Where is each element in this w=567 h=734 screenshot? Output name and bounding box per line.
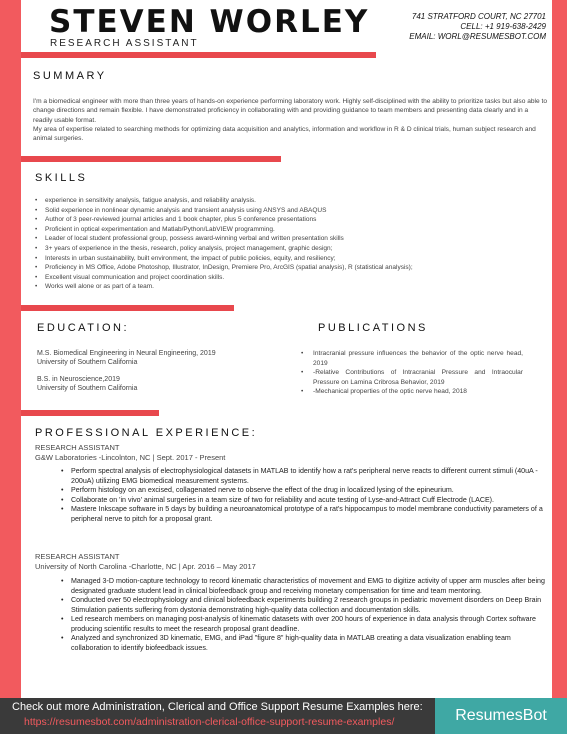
job-company: University of North Carolina -Charlotte, NC | Apr. 2016 – May 2017 — [35, 562, 256, 571]
list-item: • Managed 3-D motion-capture technology to record kinematic characteristics of movement and EMG to digitize activity of upper arm muscles after being designated graduate student lead in clinical biofeedback group and receiving monetary compensation for time and team mentoring. — [57, 577, 545, 596]
job-entry — [35, 552, 545, 653]
resume-page — [21, 0, 552, 698]
skills-divider-bar — [21, 305, 234, 311]
summary-paragraph-2: My area of expertise related to searching methods for optimizing data acquisition and analytics, information and workflow in R & D clinical trials, human subject research and animal surgeries. — [33, 125, 536, 143]
footer-banner — [0, 698, 567, 734]
list-item: • Analyzed and synchronized 3D kinematic, EMG, and iPad "figure 8" high-quality data in MATLAB creating a data visualization enabling team collaboration to identify biofeedback issues. — [57, 634, 545, 653]
education-school: University of Southern California — [37, 359, 138, 367]
contact-info — [409, 12, 546, 42]
job-bullets — [35, 577, 545, 653]
job-title: RESEARCH ASSISTANT — [35, 443, 120, 452]
education-school: University of Southern California — [37, 384, 138, 392]
summary-paragraph-1: I'm a biomedical engineer with more than three years of hands-on experience performing laboratory work. Highly self-disciplined with the ability to prioritize tasks but also able to change directions and remain flexible. I have demonstrated proficiency in collaborating with and providing guidance to team members and presenting data clearly and in a readily usable format. — [33, 98, 547, 124]
list-item: • Conducted over 50 electrophysiology and clinical biofeedback experiments building 2 research groups in pediatric movement disorders on Deep Brain Stimulation patients suffering from dystonia demonstrating high-quality data collection and documentation skills. — [57, 596, 545, 615]
list-item: • Perform spectral analysis of electrophysiological datasets in MATLAB to identify how a rat's peripheral nerve reacts to different current stimuli (40uA - 200uA) utilizing EMG biomedical measurement systems. — [57, 467, 545, 486]
list-item: • -Mechanical properties of the optic nerve head, 2018 — [301, 387, 523, 397]
list-item: • Led research members on managing post-analysis of kinematic datasets with over 200 hours of experience in data analysis through Cortex software producing scientific results to meet the research proposal grant deadline. — [57, 615, 545, 634]
list-item: • Mastere Inkscape software in 5 days by building a neuroanatomical prototype of a rat's hippocampus to model membrane conductivity parameters of a peripheral nerve to pitch for a proposal grant. — [57, 505, 545, 524]
education-divider-bar — [21, 410, 159, 416]
candidate-role: RESEARCH ASSISTANT — [50, 38, 199, 49]
footer-promo-text: Check out more Administration, Clerical and Office Support Resume Examples here: — [12, 701, 423, 713]
education-list — [37, 349, 297, 400]
header-divider-bar — [21, 52, 376, 58]
skills-heading: SKILLS — [35, 172, 88, 184]
education-degree: B.S. in Neuroscience,2019 — [37, 375, 120, 383]
education-item — [37, 349, 297, 368]
summary-text — [33, 97, 549, 143]
candidate-name: STEVEN WORLEY — [49, 4, 370, 40]
list-item: • Leader of local student professional group, possess award-winning verbal and written presentation skills — [35, 234, 545, 244]
cell-phone: CELL: +1 919-638-2429 — [460, 22, 546, 31]
education-item — [37, 375, 297, 394]
list-item: • Perform histology on an excised, collagenated nerve to observe the effect of the drug in localized lysing of the epineurium. — [57, 486, 545, 496]
list-item: • Solid experience in nonlinear dynamic analysis and transient analysis using ANSYS and ABAQUS — [35, 206, 545, 216]
brand-logo[interactable]: ResumesBot — [435, 698, 567, 734]
job-title: RESEARCH ASSISTANT — [35, 552, 120, 561]
list-item: • Collaborate on 'in vivo' animal surgeries in a team size of two for reliability and acute testing of Lyse-and-Attract Cuff Electrode (LACE). — [57, 496, 545, 506]
job-company: G&W Laboratories -Lincolnton, NC | Sept. 2017 - Present — [35, 453, 226, 462]
summary-heading: SUMMARY — [33, 70, 107, 82]
experience-heading: PROFESSIONAL EXPERIENCE: — [35, 427, 258, 439]
list-item: • 3+ years of experience in the thesis, research, policy analysis, project management, graphic design; — [35, 244, 545, 254]
education-degree: M.S. Biomedical Engineering in Neural Engineering, 2019 — [37, 350, 216, 357]
publications-heading: PUBLICATIONS — [318, 322, 428, 334]
list-item: • Excellent visual communication and project coordination skills. — [35, 273, 545, 283]
list-item: • Proficient in optical experimentation and Matlab/Python/LabVIEW programming. — [35, 225, 545, 235]
job-bullets — [35, 467, 545, 524]
list-item: • Works well alone or as part of a team. — [35, 282, 545, 292]
job-entry — [35, 443, 545, 524]
list-item: • Interests in urban sustainability, built environment, the impact of public policies, equity, and resiliency; — [35, 254, 545, 264]
email: EMAIL: WORL@RESUMESBOT.COM — [409, 32, 546, 41]
publications-list — [301, 349, 523, 397]
skills-list — [35, 196, 545, 292]
summary-divider-bar — [21, 156, 281, 162]
list-item: • Author of 3 peer-reviewed journal articles and 1 book chapter, plus 5 conference presentations — [35, 215, 545, 225]
list-item: • -Relative Contributions of Intracranial Pressure and Intraocular Pressure on Lamina Cribrosa Behavior, 2019 — [301, 368, 523, 387]
address: 741 STRATFORD COURT, NC 27701 — [411, 12, 546, 21]
list-item: • experience in sensitivity analysis, fatigue analysis, and reliability analysis. — [35, 196, 545, 206]
list-item: • Proficiency in MS Office, Adobe Photoshop, Illustrator, InDesign, Premiere Pro, ArcGIS (spatial analysis), R (statistical analysis); — [35, 263, 545, 273]
footer-link[interactable]: https://resumesbot.com/administration-clerical-office-support-resume-examples/ — [24, 716, 395, 728]
education-heading: EDUCATION: — [37, 322, 130, 334]
list-item: • Intracranial pressure influences the behavior of the optic nerve head, 2019 — [301, 349, 523, 368]
